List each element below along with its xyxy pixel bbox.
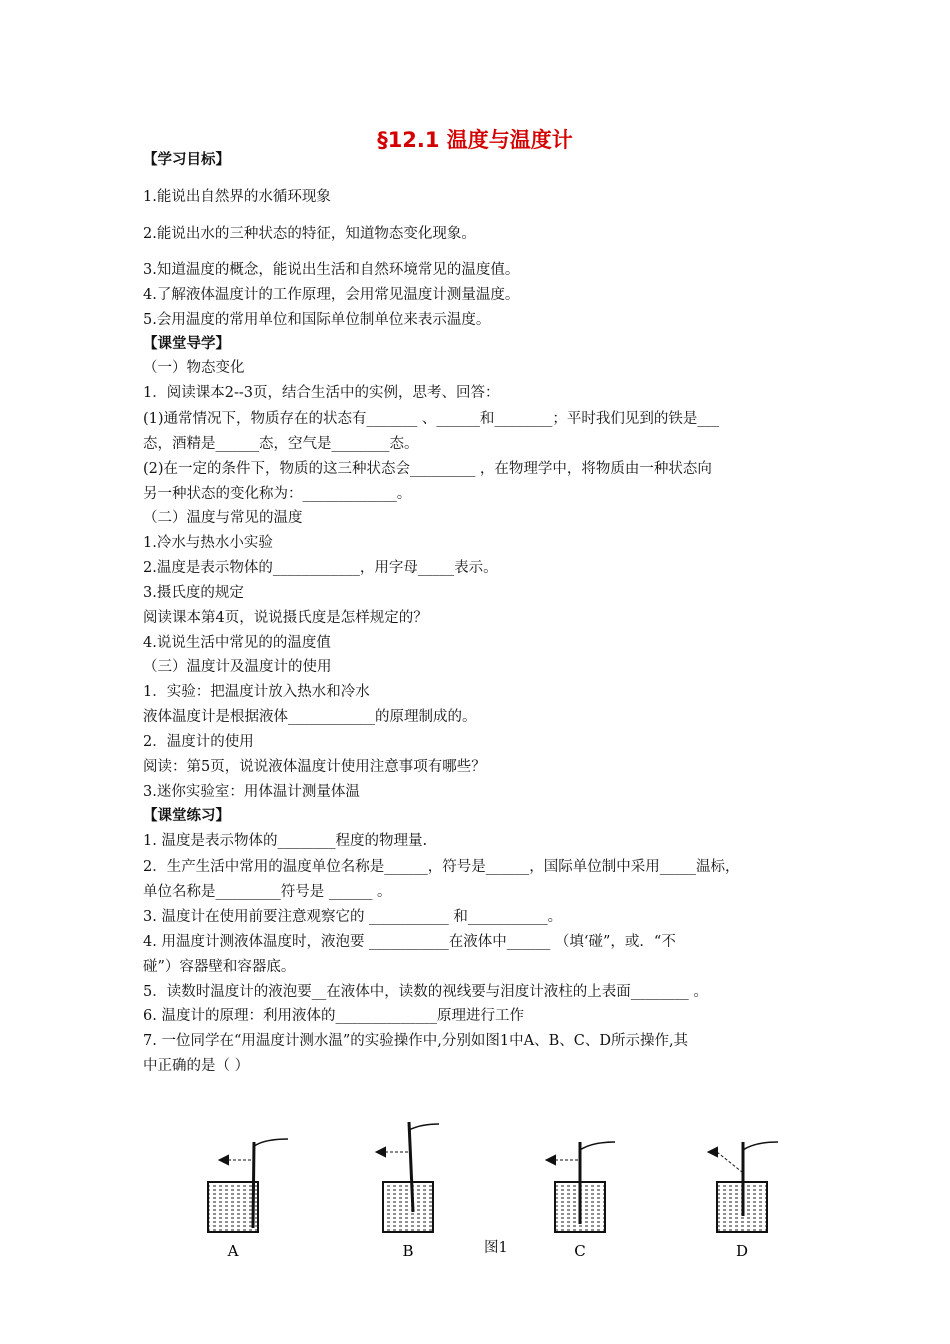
text-line: 3.摄氏度的规定 — [143, 585, 244, 601]
text-line: 阅读课本第4页，说说摄氏度是怎样规定的？ — [143, 610, 428, 626]
text-line: （一）物态变化 — [143, 360, 245, 376]
question-line: 6. 温度计的原理：利用液体的______________原理进行工作 — [143, 1008, 524, 1024]
text-line: 5.会用温度的常用单位和国际单位制单位来表示温度。 — [143, 312, 491, 328]
figure-label-b: B — [402, 1242, 414, 1260]
figure-label-d: D — [735, 1242, 749, 1260]
text-line: 液体温度计是根据液体____________的原理制成的。 — [143, 709, 477, 725]
text-line: 4.了解液体温度计的工作原理，会用常见温度计测量温度。 — [143, 287, 520, 303]
text-line: 2.能说出水的三种状态的特征，知道物态变化现象。 — [143, 226, 476, 242]
text-line: 1.能说出自然界的水循环现象 — [143, 189, 331, 205]
text-line: 2.温度是表示物体的____________，用字母_____表示。 — [143, 560, 498, 576]
question-line: 碰”）容器壁和容器底。 — [143, 959, 296, 975]
text-line: 2．温度计的使用 — [143, 734, 254, 750]
page-title: §12.1 温度与温度计 — [377, 128, 573, 152]
question-line: 2．生产生活中常用的温度单位名称是______，符号是______，国际单位制中采用_____温标， — [143, 859, 740, 875]
text-line: (2)在一定的条件下，物质的这三种状态会_________ ，在物理学中，将物质由一种状态向 — [143, 461, 712, 477]
text-line: 1．阅读课本2--3页，结合生活中的实例，思考、回答： — [143, 385, 500, 401]
text-line: （二）温度与常见的温度 — [143, 510, 303, 526]
beaker-d — [709, 1142, 778, 1232]
question-line: 4. 用温度计测液体温度时，液泡要 ___________在液体中______ （填‘碰”，或．“不 — [143, 934, 676, 950]
question-line: 单位名称是_________符号是 ______ 。 — [143, 884, 392, 900]
text-line: 4.说说生活中常见的的温度值 — [143, 635, 331, 651]
text-line: 1．实验：把温度计放入热水和冷水 — [143, 684, 370, 700]
heading-class-guide: 【课堂导学】 — [143, 335, 230, 352]
text-line: 3.迷你实验室：用体温计测量体温 — [143, 784, 360, 800]
text-line: 另一种状态的变化称为：_____________。 — [143, 486, 412, 502]
question-line: 3. 温度计在使用前要注意观察它的 ___________ 和___________。 — [143, 909, 563, 925]
figure-caption: 图1 — [484, 1240, 508, 1256]
beaker-c — [547, 1142, 615, 1232]
question-line: 1. 温度是表示物体的________程度的物理量. — [143, 833, 428, 849]
question-line: 7. 一位同学在“用温度计测水温”的实验操作中,分别如图1中A、B、C、D所示操作,其 — [143, 1033, 689, 1049]
text-line: 1.冷水与热水小实验 — [143, 535, 273, 551]
text-line: 3.知道温度的概念，能说出生活和自然环境常见的温度值。 — [143, 262, 520, 278]
text-line: (1)通常情况下，物质存在的状态有_______ 、______和________；平时我们见到的铁是___ — [143, 411, 720, 427]
question-line: 5．读数时温度计的液泡要__在液体中，读数的视线要与泪度计液柱的上表面________ 。 — [143, 984, 708, 1000]
text-line: 阅读：第5页，说说液体温度计使用注意事项有哪些？ — [143, 759, 486, 775]
beaker-b — [377, 1122, 439, 1232]
heading-learning-goals: 【学习目标】 — [143, 151, 230, 168]
figure-label-a: A — [227, 1242, 239, 1260]
heading-class-practice: 【课堂练习】 — [143, 807, 230, 824]
text-line: 态，酒精是______态，空气是________态。 — [143, 436, 419, 452]
figure-label-c: C — [574, 1242, 586, 1260]
beaker-a — [208, 1139, 288, 1232]
text-line: （三）温度计及温度计的使用 — [143, 659, 332, 675]
question-line: 中正确的是（ ） — [143, 1058, 250, 1074]
